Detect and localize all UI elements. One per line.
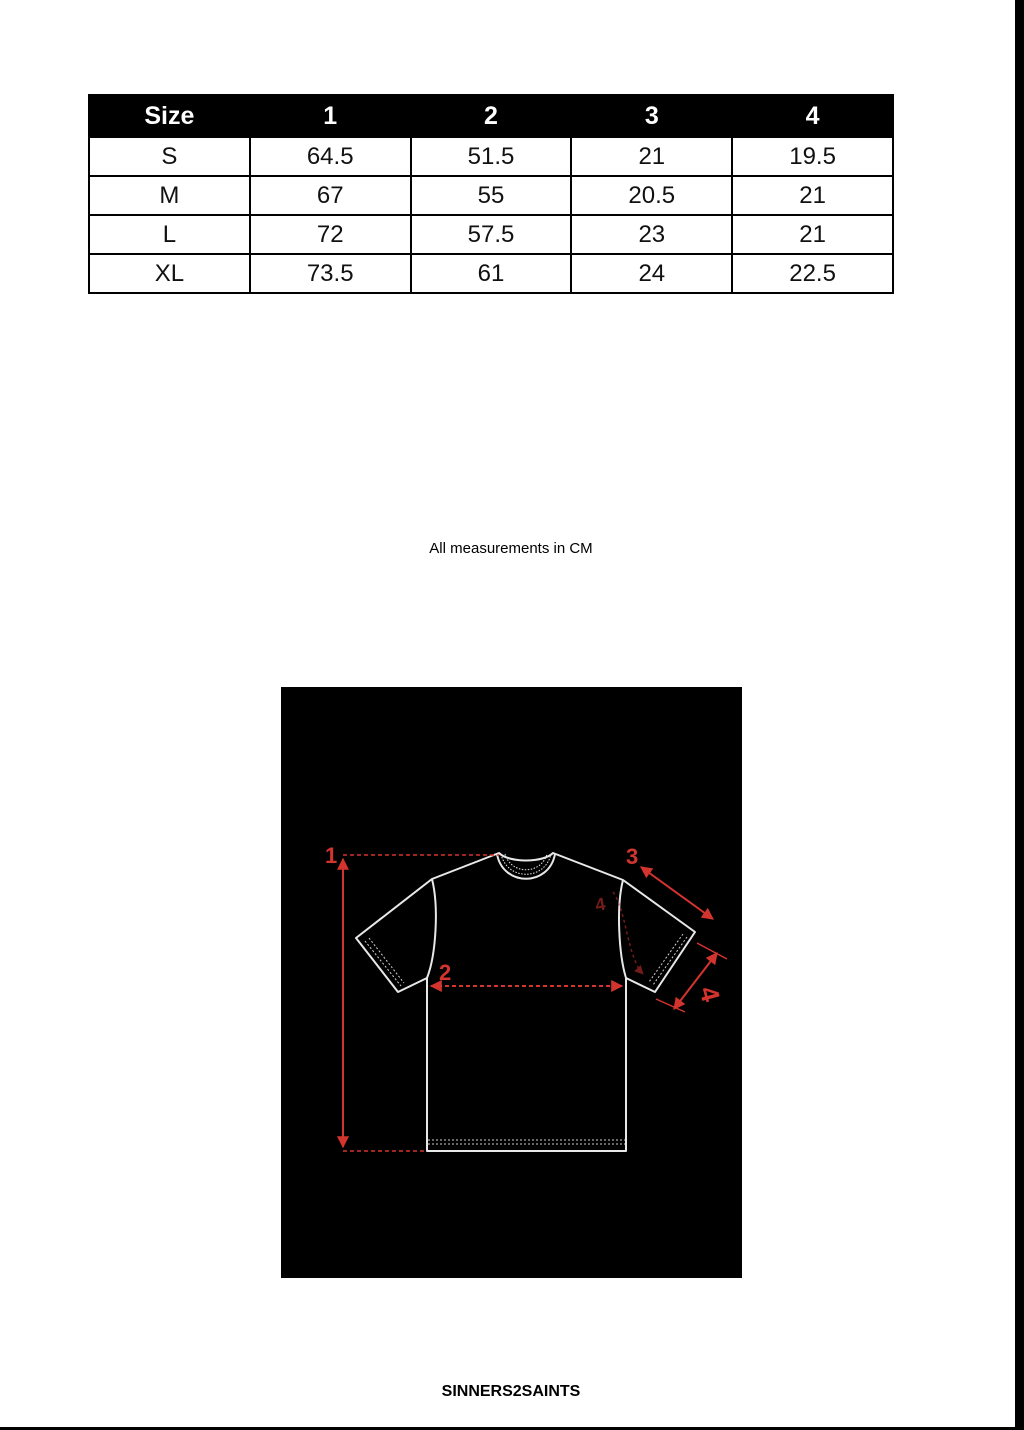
size-chart-table [88, 94, 894, 294]
measure-label-4-armhole: 4 [593, 893, 607, 916]
size-cell: XL [89, 254, 250, 293]
measure-chest [431, 960, 622, 986]
tshirt-diagram-svg [281, 687, 742, 1278]
table-header-row [89, 95, 893, 137]
measure-length [325, 843, 499, 1151]
measure-armhole [594, 892, 643, 974]
size-cell: S [89, 137, 250, 176]
measure-cell: 55 [411, 176, 572, 215]
measure-cell: 21 [732, 176, 893, 215]
measure-cell: 67 [250, 176, 411, 215]
size-cell: L [89, 215, 250, 254]
measure-cell: 61 [411, 254, 572, 293]
table-row [89, 254, 893, 293]
measure-cell: 64.5 [250, 137, 411, 176]
table-row [89, 137, 893, 176]
measure-label-2: 2 [439, 960, 452, 985]
measure-cuff [656, 943, 727, 1012]
measure-sleeve [626, 844, 713, 919]
header-measure-4: 4 [732, 95, 893, 137]
measure-label-3: 3 [626, 844, 639, 869]
size-cell: M [89, 176, 250, 215]
stitch-lines [365, 934, 687, 1144]
measure-cell: 24 [571, 254, 732, 293]
measure-cell: 22.5 [732, 254, 893, 293]
header-measure-3: 3 [571, 95, 732, 137]
table-row [89, 215, 893, 254]
brand-name: SINNERS2SAINTS [441, 1383, 581, 1400]
measure-cell: 21 [732, 215, 893, 254]
table-row [89, 176, 893, 215]
measure-cell: 19.5 [732, 137, 893, 176]
header-measure-1: 1 [250, 95, 411, 137]
header-measure-2: 2 [411, 95, 572, 137]
tshirt-measurement-diagram [281, 687, 742, 1278]
measurement-unit-note: All measurements in CM [429, 540, 593, 557]
measure-cell: 21 [571, 137, 732, 176]
measure-cell: 51.5 [411, 137, 572, 176]
measure-cell: 73.5 [250, 254, 411, 293]
measure-cell: 72 [250, 215, 411, 254]
measure-cell: 57.5 [411, 215, 572, 254]
measure-label-4-cuff: 4 [693, 983, 727, 1005]
measure-label-1: 1 [325, 843, 338, 868]
tshirt-outline [356, 853, 695, 1151]
header-size: Size [89, 95, 250, 137]
measure-cell: 23 [571, 215, 732, 254]
measure-cell: 20.5 [571, 176, 732, 215]
